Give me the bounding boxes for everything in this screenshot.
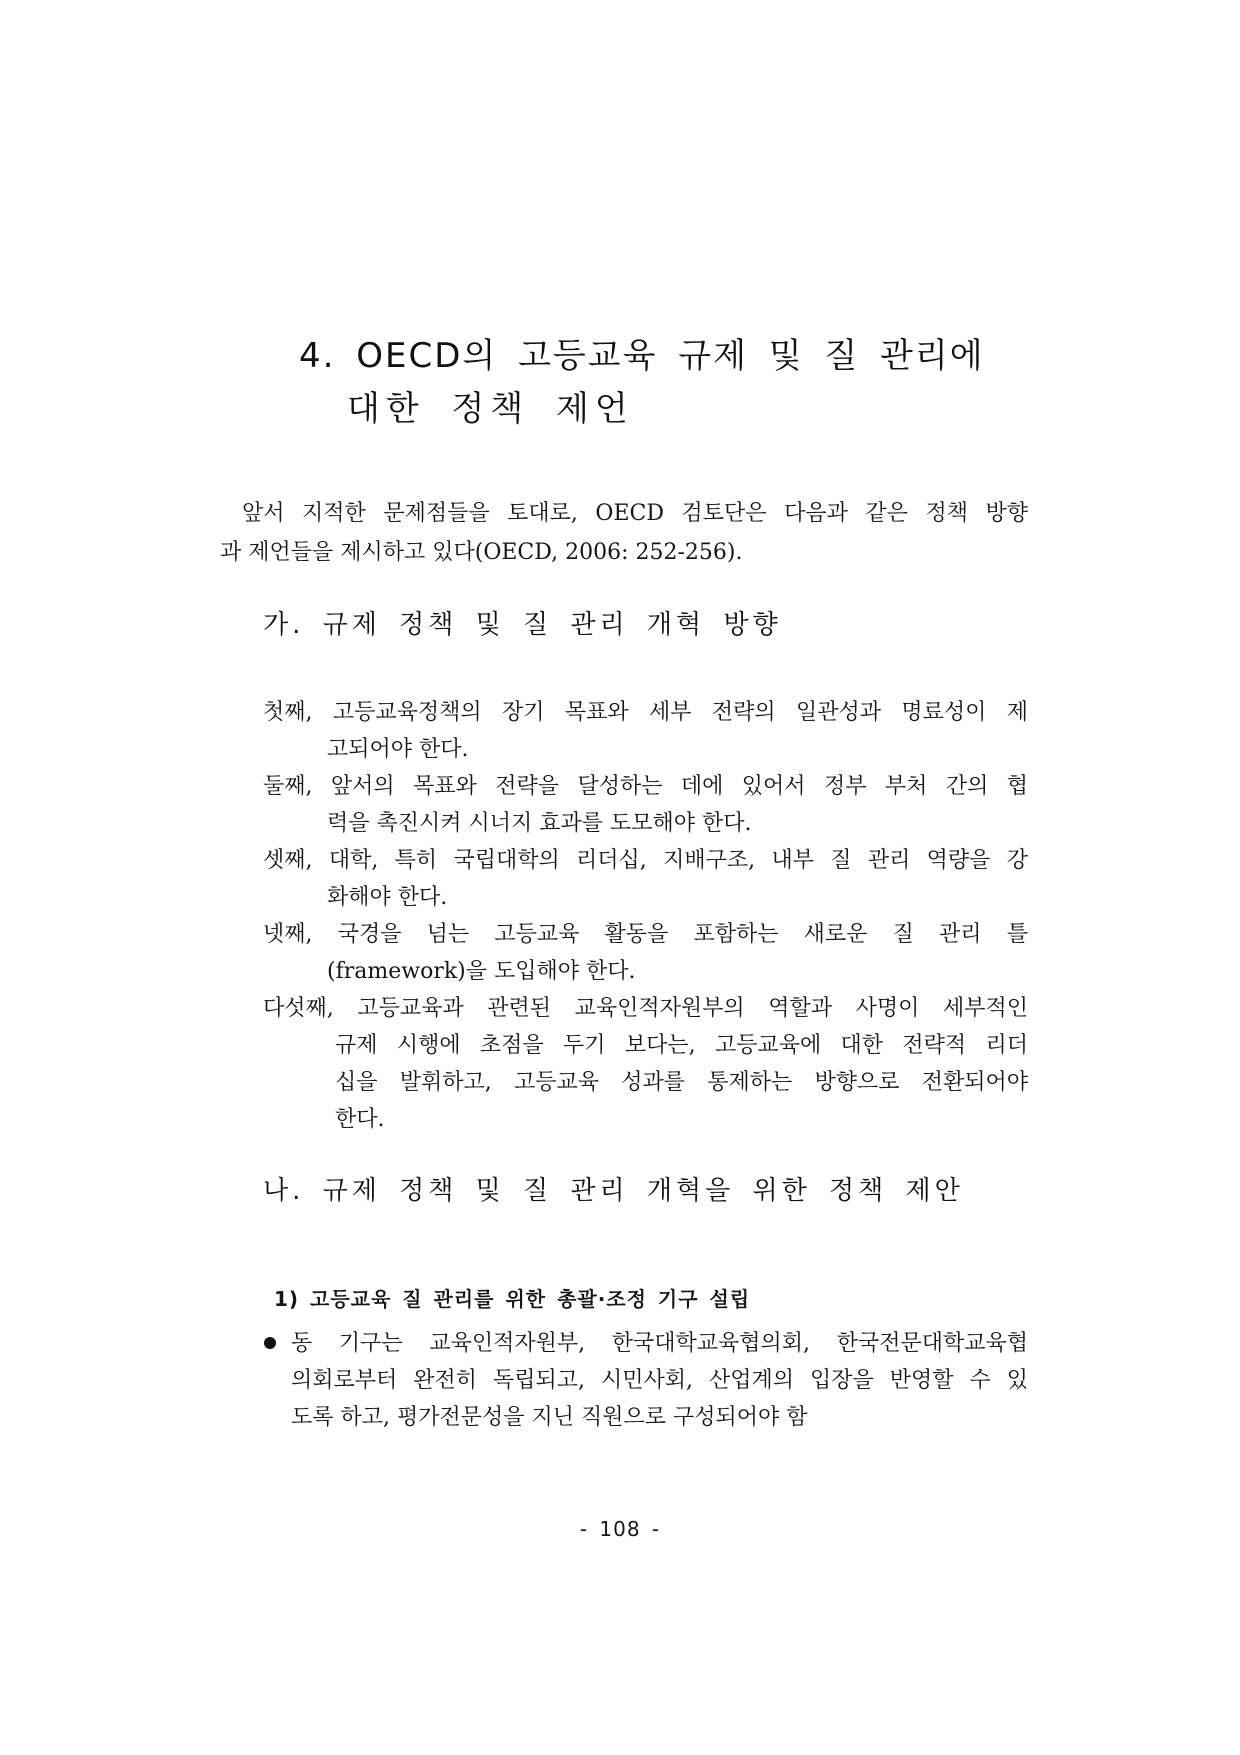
list-item-text: 고등교육정책의 장기 목표와 세부 전략의 일관성과 명료성이 제 xyxy=(332,700,1028,725)
list-item-fifth xyxy=(263,990,1028,1138)
list-item-line: 력을 촉진시켜 시너지 효과를 도모해야 한다. xyxy=(327,811,752,836)
bullet-line: 도록 하고, 평가전문성을 지닌 직원으로 구성되어야 함 xyxy=(291,1405,808,1430)
list-item-line xyxy=(263,694,1028,731)
list-item-third xyxy=(263,842,1028,916)
list-item-line: (framework)을 도입해야 한다. xyxy=(327,959,636,984)
page-number: - 108 - xyxy=(579,1517,661,1541)
list-item-line xyxy=(263,842,1028,879)
list-item-fourth xyxy=(263,916,1028,990)
section-heading-na: 나. 규제 정책 및 질 관리 개혁을 위한 정책 제안 xyxy=(263,1176,964,1206)
list-item-text: 국경을 넘는 고등교육 활동을 포함하는 새로운 질 관리 틀 xyxy=(337,922,1029,947)
bullet-icon xyxy=(264,1337,276,1349)
intro-line: 과 제언들을 제시하고 있다(OECD, 2006: 252-256). xyxy=(220,540,743,565)
list-item-label: 셋째, xyxy=(263,848,313,873)
list-item-label: 둘째, xyxy=(263,774,313,799)
bullet-line: 의회로부터 완전히 독립되고, 시민사회, 산업계의 입장을 반영할 수 있 xyxy=(291,1368,1028,1393)
list-item-line: 고되어야 한다. xyxy=(327,737,469,762)
list-item-second xyxy=(263,768,1028,842)
list-item-line xyxy=(263,990,1028,1027)
reform-direction-list xyxy=(263,694,1028,1138)
chapter-title-line-1: 4. OECD의 고등교육 규제 및 질 관리에 xyxy=(299,336,985,376)
chapter-title xyxy=(299,330,1059,436)
list-item-label: 다섯째, xyxy=(263,996,334,1021)
chapter-title-line-2: 대한 정책 제언 xyxy=(347,389,634,429)
intro-line: 앞서 지적한 문제점들을 토대로, OECD 검토단은 다음과 같은 정책 방향 xyxy=(242,501,1028,526)
subsection-heading: 1) 고등교육 질 관리를 위한 총괄·조정 기구 설립 xyxy=(274,1287,751,1311)
list-item-first xyxy=(263,694,1028,768)
bullet-paragraph xyxy=(291,1325,1028,1436)
list-item-line xyxy=(263,768,1028,805)
list-item-line: 한다. xyxy=(335,1107,385,1132)
list-item-text: 고등교육과 관련된 교육인적자원부의 역할과 사명이 세부적인 xyxy=(357,996,1028,1021)
section-heading-ga: 가. 규제 정책 및 질 관리 개혁 방향 xyxy=(263,610,782,640)
bullet-line: 동 기구는 교육인적자원부, 한국대학교육협의회, 한국전문대학교육협 xyxy=(291,1331,1028,1356)
list-item-line xyxy=(263,916,1028,953)
list-item-line: 십을 발휘하고, 고등교육 성과를 통제하는 방향으로 전환되어야 xyxy=(335,1070,1028,1095)
list-item-label: 넷째, xyxy=(263,922,313,947)
list-item-label: 첫째, xyxy=(263,700,313,725)
list-item-text: 앞서의 목표와 전략을 달성하는 데에 있어서 정부 부처 간의 협 xyxy=(330,774,1028,799)
list-item-line: 규제 시행에 초점을 두기 보다는, 고등교육에 대한 전략적 리더 xyxy=(335,1033,1028,1058)
list-item-text: 대학, 특히 국립대학의 리더십, 지배구조, 내부 질 관리 역량을 강 xyxy=(328,848,1028,873)
list-item-line: 화해야 한다. xyxy=(327,885,448,910)
intro-paragraph xyxy=(220,494,1028,572)
